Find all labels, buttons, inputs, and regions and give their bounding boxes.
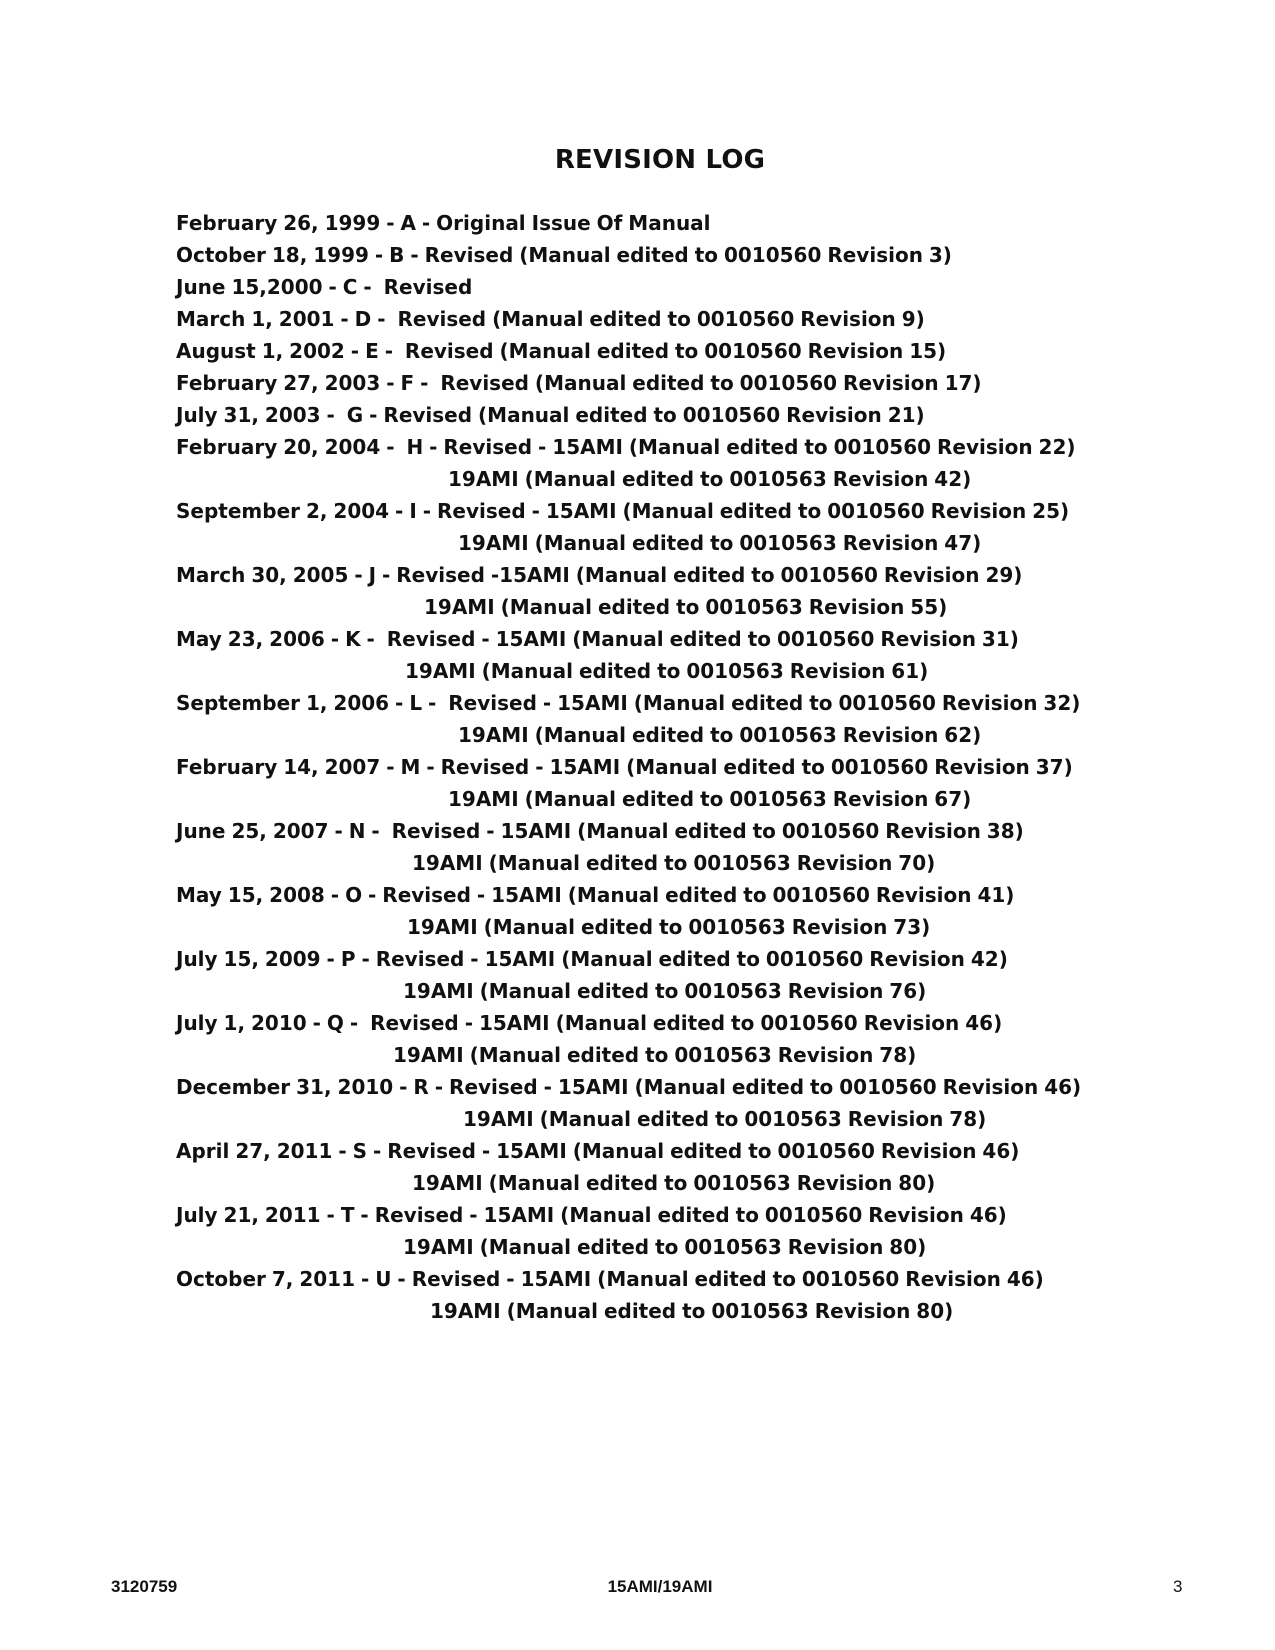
- revision-entry-line: October 18, 1999 - B - Revised (Manual edited to 0010560 Revision 3): [176, 243, 952, 267]
- revision-entry-subline: 19AMI (Manual edited to 0010563 Revision 55): [424, 595, 948, 619]
- revision-entry: [176, 687, 1081, 751]
- model-name: 15AMI/19AMI: [607, 1577, 713, 1596]
- revision-entry: [176, 1007, 1076, 1071]
- revision-entry-line: December 31, 2010 - R - Revised - 15AMI (Manual edited to 0010560 Revision 46): [176, 1075, 1082, 1099]
- revision-log-list: [176, 207, 1082, 1327]
- revision-entry-subline: 19AMI (Manual edited to 0010563 Revision 73): [407, 915, 931, 939]
- revision-entry: [176, 271, 1076, 303]
- revision-entry-line: July 1, 2010 - Q - Revised - 15AMI (Manual edited to 0010560 Revision 46): [176, 1011, 1003, 1035]
- revision-entry-subline: 19AMI (Manual edited to 0010563 Revision 70): [412, 851, 936, 875]
- revision-entry-line: June 15,2000 - C - Revised: [176, 275, 473, 299]
- revision-entry-subline: 19AMI (Manual edited to 0010563 Revision 47): [458, 531, 982, 555]
- revision-entry-line: February 20, 2004 - H - Revised - 15AMI (Manual edited to 0010560 Revision 22): [176, 435, 1076, 459]
- revision-entry-line: September 2, 2004 - I - Revised - 15AMI (Manual edited to 0010560 Revision 25): [176, 499, 1070, 523]
- revision-entry-line: April 27, 2011 - S - Revised - 15AMI (Manual edited to 0010560 Revision 46): [176, 1139, 1020, 1163]
- revision-entry-subline: 19AMI (Manual edited to 0010563 Revision 78): [393, 1043, 917, 1067]
- revision-entry: [176, 207, 1076, 239]
- revision-entry-line: August 1, 2002 - E - Revised (Manual edited to 0010560 Revision 15): [176, 339, 947, 363]
- revision-entry-line: September 1, 2006 - L - Revised - 15AMI (Manual edited to 0010560 Revision 32): [176, 691, 1081, 715]
- revision-entry: [176, 1135, 1076, 1199]
- revision-entry: [176, 399, 1076, 431]
- revision-entry: [176, 559, 1076, 623]
- revision-entry: [176, 751, 1076, 815]
- revision-entry: [176, 815, 1076, 879]
- revision-entry-line: July 21, 2011 - T - Revised - 15AMI (Manual edited to 0010560 Revision 46): [176, 1203, 1007, 1227]
- revision-entry: [176, 239, 1076, 271]
- revision-entry-subline: 19AMI (Manual edited to 0010563 Revision 80): [403, 1235, 927, 1259]
- revision-entry-line: July 15, 2009 - P - Revised - 15AMI (Manual edited to 0010560 Revision 42): [176, 947, 1008, 971]
- revision-entry: [176, 943, 1076, 1007]
- revision-entry-subline: 19AMI (Manual edited to 0010563 Revision 67): [448, 787, 972, 811]
- revision-entry-line: May 15, 2008 - O - Revised - 15AMI (Manual edited to 0010560 Revision 41): [176, 883, 1015, 907]
- revision-entry-line: June 25, 2007 - N - Revised - 15AMI (Manual edited to 0010560 Revision 38): [176, 819, 1024, 843]
- revision-entry: [176, 879, 1076, 943]
- revision-entry: [176, 1199, 1076, 1263]
- page-footer: [0, 1577, 1275, 1601]
- document-number: 3120759: [111, 1577, 178, 1596]
- revision-entry-line: February 26, 1999 - A - Original Issue Of Manual: [176, 211, 711, 235]
- revision-entry-subline: 19AMI (Manual edited to 0010563 Revision 80): [430, 1299, 954, 1323]
- revision-entry-subline: 19AMI (Manual edited to 0010563 Revision 42): [448, 467, 972, 491]
- revision-entry: [176, 431, 1076, 495]
- revision-entry: [176, 623, 1076, 687]
- revision-entry-line: March 30, 2005 - J - Revised -15AMI (Manual edited to 0010560 Revision 29): [176, 563, 1023, 587]
- revision-entry-line: February 27, 2003 - F - Revised (Manual edited to 0010560 Revision 17): [176, 371, 982, 395]
- revision-entry-subline: 19AMI (Manual edited to 0010563 Revision 62): [458, 723, 982, 747]
- revision-entry-subline: 19AMI (Manual edited to 0010563 Revision 78): [463, 1107, 987, 1131]
- revision-entry-line: February 14, 2007 - M - Revised - 15AMI (Manual edited to 0010560 Revision 37): [176, 755, 1073, 779]
- revision-entry-line: October 7, 2011 - U - Revised - 15AMI (Manual edited to 0010560 Revision 46): [176, 1267, 1044, 1291]
- revision-entry-line: March 1, 2001 - D - Revised (Manual edited to 0010560 Revision 9): [176, 307, 925, 331]
- revision-entry: [176, 367, 1076, 399]
- page-number: 3: [1173, 1577, 1183, 1596]
- revision-entry: [176, 335, 1076, 367]
- revision-entry: [176, 1263, 1076, 1327]
- revision-entry: [176, 1071, 1082, 1135]
- page-title: REVISION LOG: [554, 145, 766, 175]
- revision-entry-subline: 19AMI (Manual edited to 0010563 Revision 80): [412, 1171, 936, 1195]
- revision-entry: [176, 495, 1076, 559]
- revision-entry: [176, 303, 1076, 335]
- revision-entry-line: May 23, 2006 - K - Revised - 15AMI (Manual edited to 0010560 Revision 31): [176, 627, 1019, 651]
- revision-entry-subline: 19AMI (Manual edited to 0010563 Revision 61): [405, 659, 929, 683]
- revision-entry-line: July 31, 2003 - G - Revised (Manual edited to 0010560 Revision 21): [176, 403, 925, 427]
- revision-entry-subline: 19AMI (Manual edited to 0010563 Revision 76): [403, 979, 927, 1003]
